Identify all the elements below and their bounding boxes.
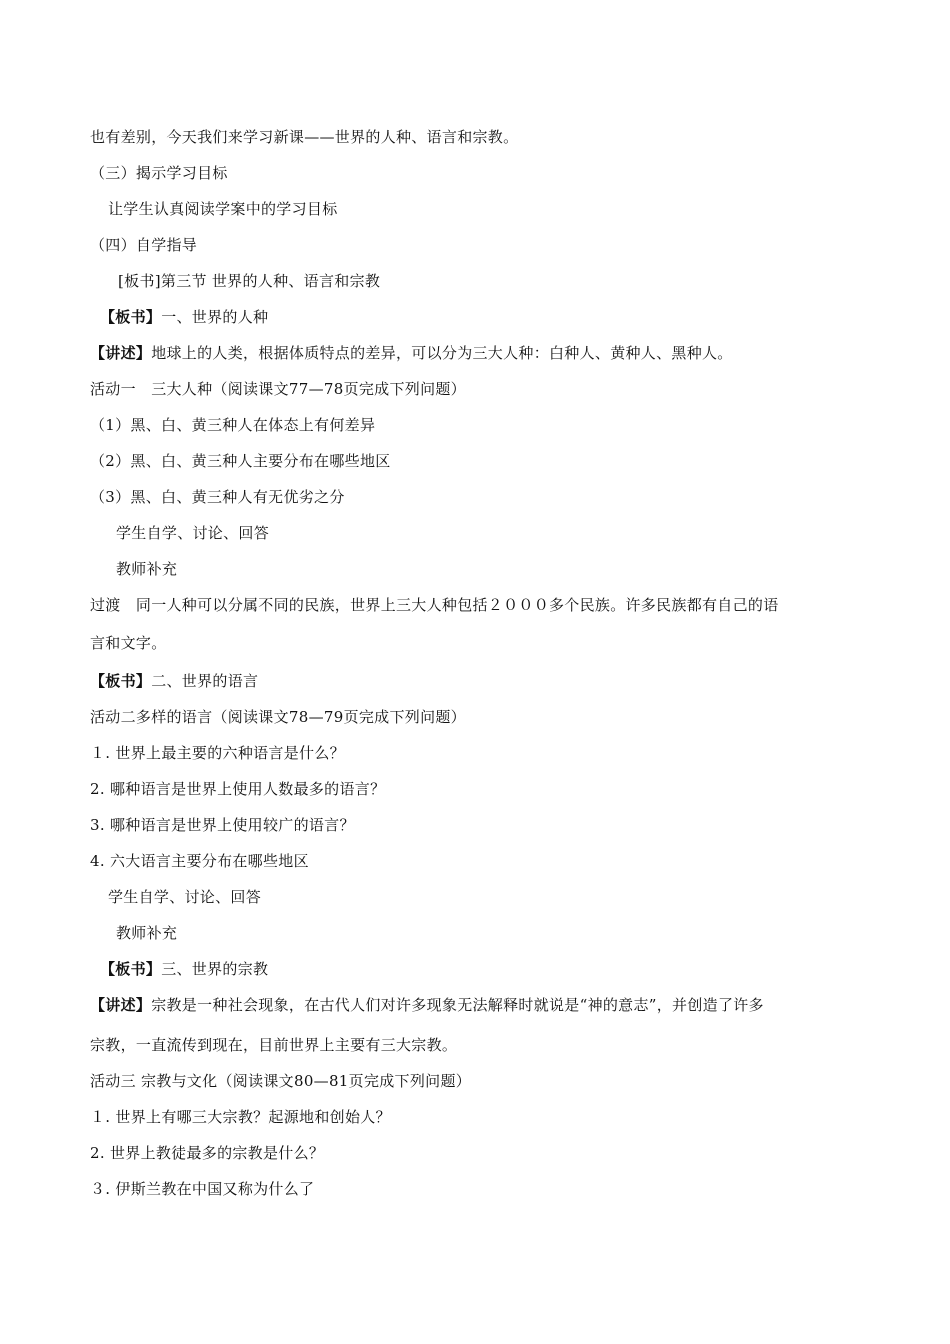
lecture-text: 宗教是一种社会现象，在古代人们对许多现象无法解释时就说是“神的意志”，并创造了许多: [151, 996, 764, 1014]
board-note: [100, 306, 268, 328]
text-line: 让学生认真阅读学案中的学习目标: [108, 200, 338, 218]
transition-text: 言和文字。: [90, 634, 167, 652]
board-text: 二、世界的语言: [151, 672, 259, 690]
activity-heading: 活动一 三大人种（阅读课文77—78页完成下列问题）: [90, 380, 466, 398]
board-tag: 【板书】: [100, 960, 162, 978]
text-line: 教师补充: [116, 924, 178, 942]
text-line: 学生自学、讨论、回答: [116, 524, 270, 542]
board-text: 一、世界的人种: [161, 308, 269, 326]
section-heading: （三）揭示学习目标: [90, 164, 228, 182]
transition-text: 过渡 同一人种可以分属不同的民族，世界上三大人种包括２０００多个民族。许多民族都有自己的语: [90, 596, 779, 614]
text-line: 也有差别，今天我们来学习新课——世界的人种、语言和宗教。: [90, 128, 519, 146]
text-line: 教师补充: [116, 560, 178, 578]
lecture-tag: 【讲述】: [90, 996, 152, 1014]
question-item: 2. 哪种语言是世界上使用人数最多的语言？: [90, 780, 386, 798]
text-line: 学生自学、讨论、回答: [108, 888, 262, 906]
question-item: （3）黑、白、黄三种人有无优劣之分: [90, 488, 345, 506]
lecture-tag: 【讲述】: [90, 344, 152, 362]
section-heading: （四）自学指导: [90, 236, 198, 254]
board-tag: 【板书】: [90, 672, 152, 690]
board-text: 三、世界的宗教: [161, 960, 269, 978]
board-note: [板书]第三节 世界的人种、语言和宗教: [118, 272, 381, 290]
question-item: 2. 世界上教徒最多的宗教是什么？: [90, 1144, 325, 1162]
question-item: （1）黑、白、黄三种人在体态上有何差异: [90, 416, 376, 434]
activity-heading: 活动二多样的语言（阅读课文78—79页完成下列问题）: [90, 708, 466, 726]
question-item: ３. 伊斯兰教在中国又称为什么了: [90, 1180, 315, 1198]
question-item: 4. 六大语言主要分布在哪些地区: [90, 852, 309, 870]
activity-heading: 活动三 宗教与文化（阅读课文80—81页完成下列问题）: [90, 1072, 472, 1090]
lecture-note: [90, 342, 733, 364]
question-item: 3. 哪种语言是世界上使用较广的语言？: [90, 816, 355, 834]
board-note: [90, 670, 258, 692]
lecture-text: 地球上的人类，根据体质特点的差异，可以分为三大人种：白种人、黄种人、黑种人。: [151, 344, 733, 362]
board-note: [100, 958, 268, 980]
text-line: 宗教，一直流传到现在，目前世界上主要有三大宗教。: [90, 1036, 458, 1054]
question-item: （2）黑、白、黄三种人主要分布在哪些地区: [90, 452, 391, 470]
question-item: １. 世界上最主要的六种语言是什么？: [90, 744, 345, 762]
lecture-note: [90, 994, 764, 1016]
board-tag: 【板书】: [100, 308, 162, 326]
question-item: １. 世界上有哪三大宗教？起源地和创始人？: [90, 1108, 391, 1126]
